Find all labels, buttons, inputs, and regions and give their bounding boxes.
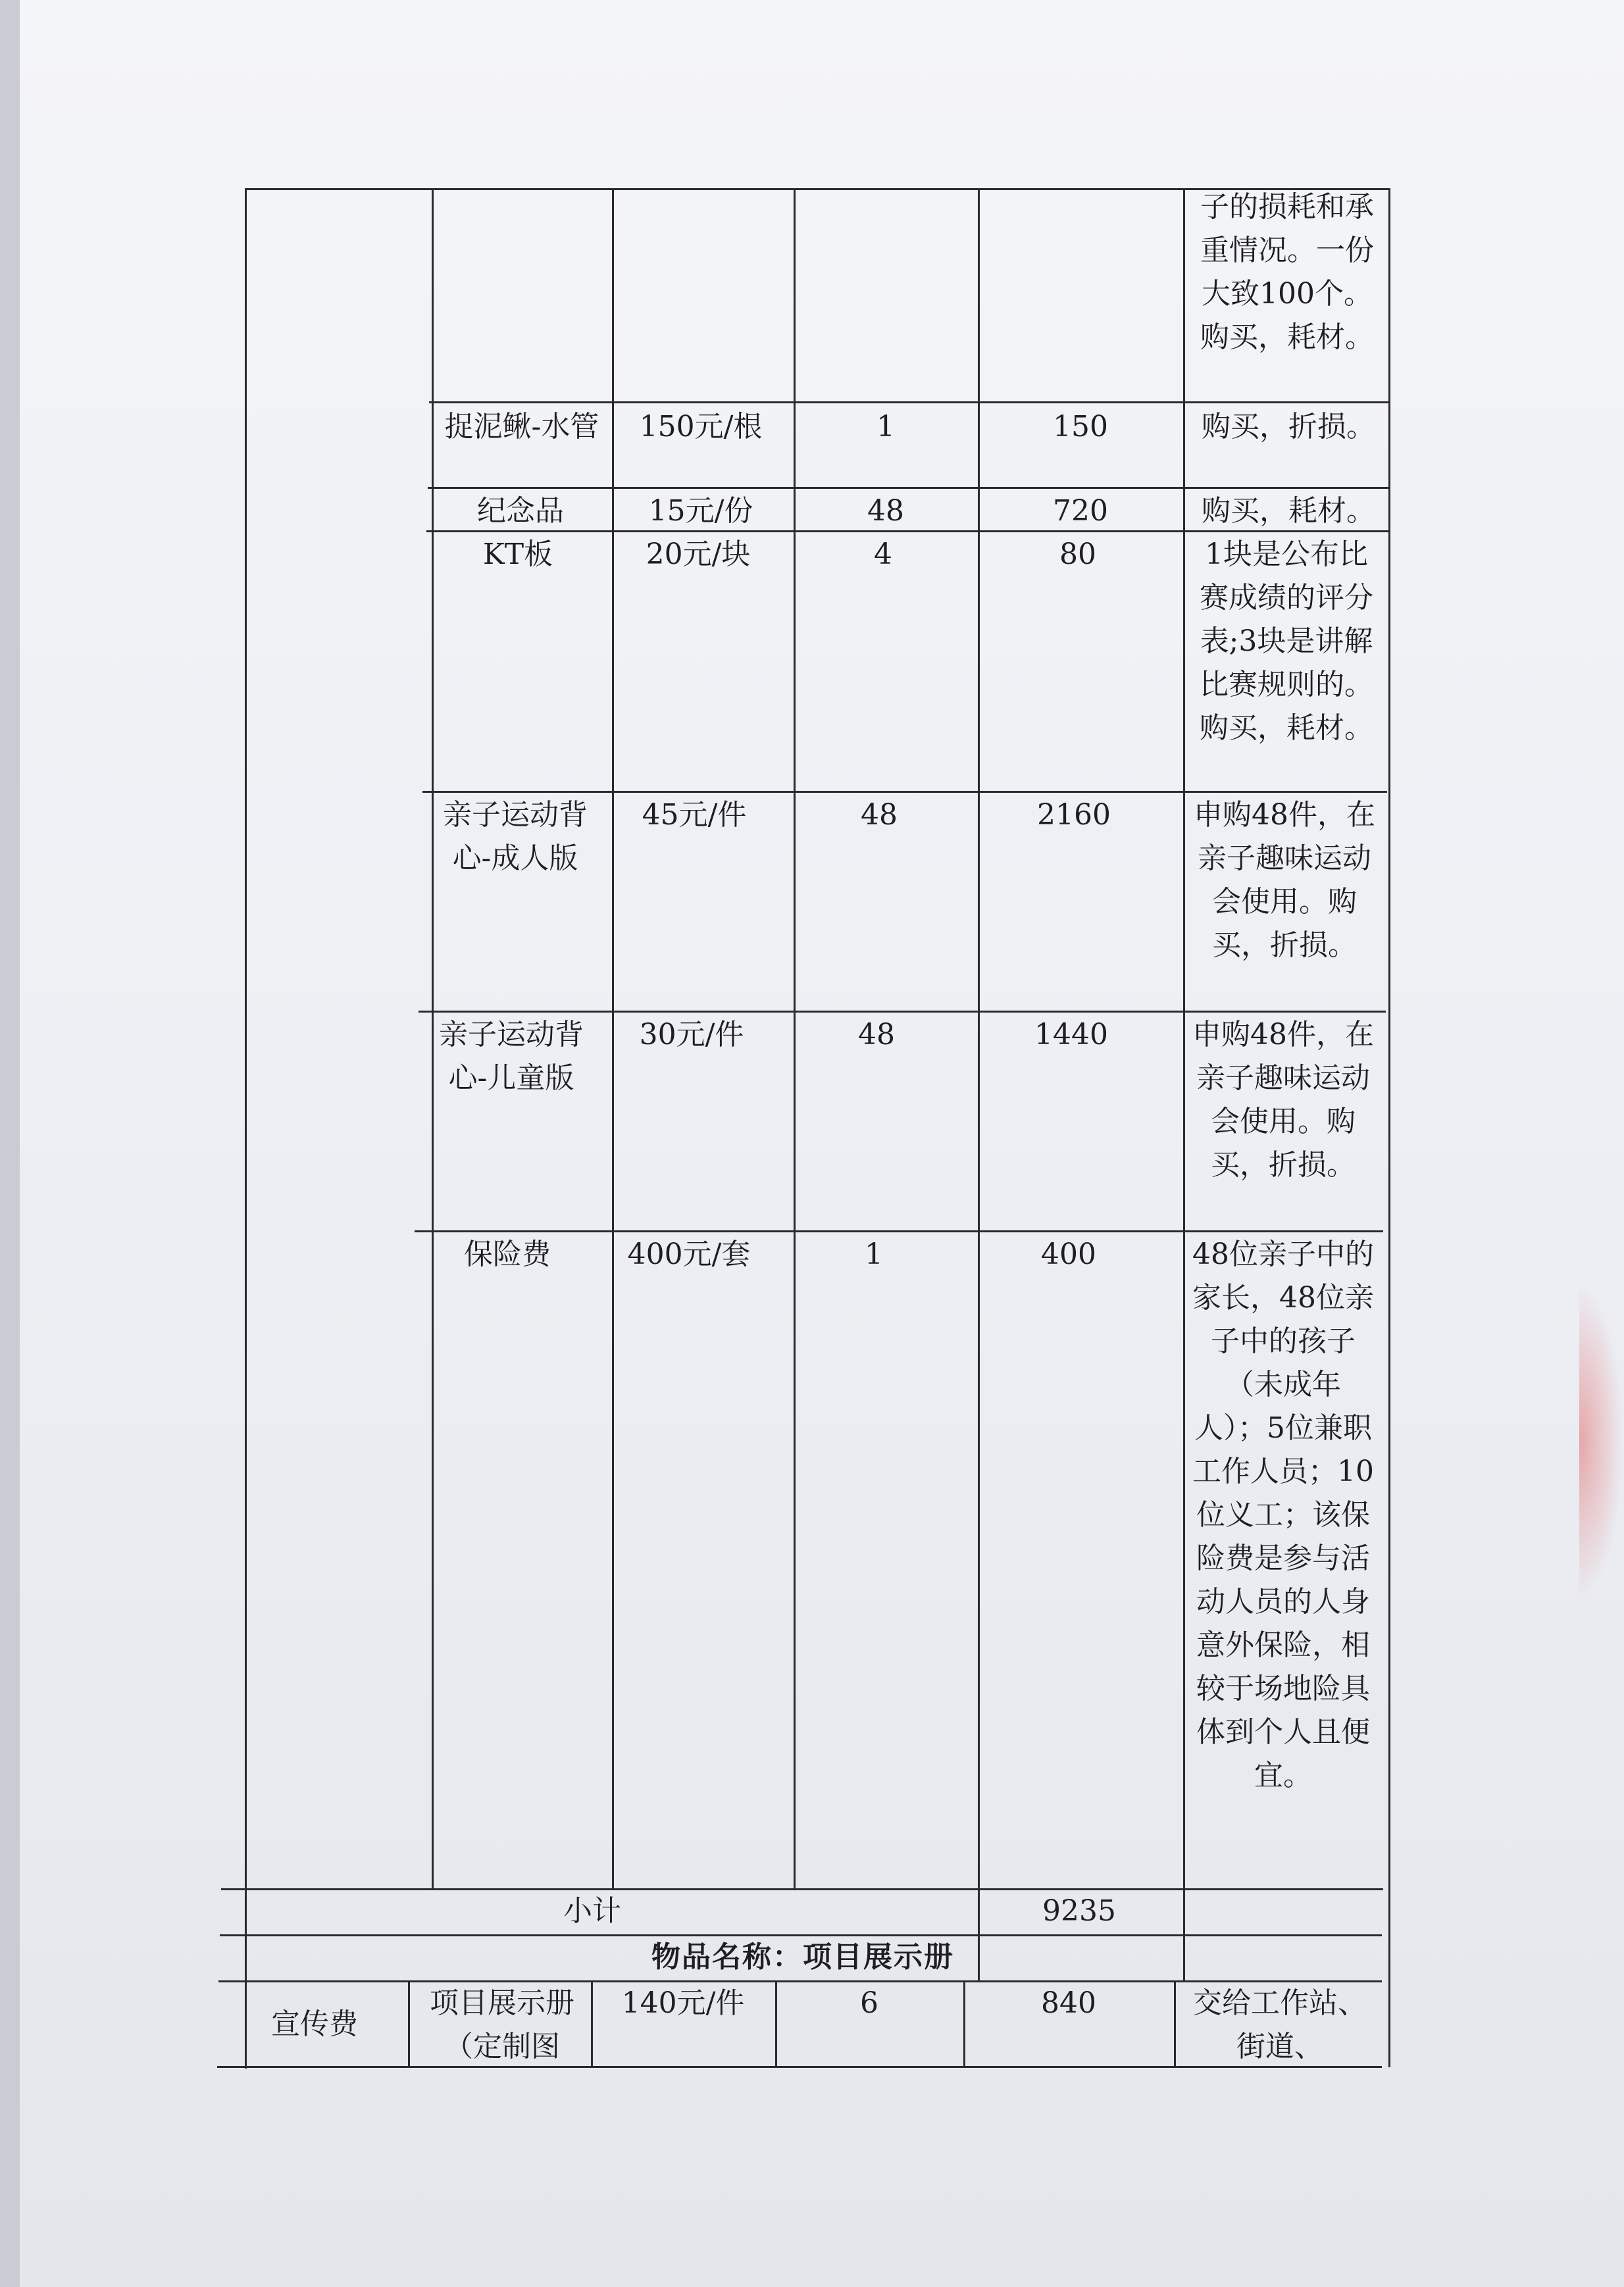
last-row-category: 宣传费 <box>271 2007 358 2041</box>
row5-note: 申购48件，在亲子趣味运动会使用。购买，折损。 <box>1192 1018 1374 1182</box>
row2-item: 纪念品 <box>477 494 564 528</box>
row1-note: 购买，折损。 <box>1202 410 1375 443</box>
row5-item: 亲子运动背心-儿童版 <box>439 1018 584 1095</box>
row2-amount: 720 <box>1053 494 1108 528</box>
row5-qty: 48 <box>858 1018 895 1051</box>
row4-item: 亲子运动背心-成人版 <box>443 798 588 875</box>
row3-price: 20元/块 <box>646 538 751 571</box>
last-row-item: 项目展示册（定制图 <box>430 1986 574 2063</box>
row6-qty: 1 <box>865 1238 883 1271</box>
row3-note: 1块是公布比赛成绩的评分表;3块是讲解比赛规则的。购买，耗材。 <box>1200 538 1373 745</box>
row1-amount: 150 <box>1053 410 1108 443</box>
last-row-amount: 840 <box>1041 1986 1096 2020</box>
row6-note: 48位亲子中的家长，48位亲子中的孩子（未成年人）；5位兼职工作人员；10位义工；该保险费是参与活动人员的人身意外保险，相较于场地险具体到个人且便宜。 <box>1192 1238 1374 1792</box>
row1-price: 150元/根 <box>639 410 763 443</box>
row4-price: 45元/件 <box>642 798 747 832</box>
row0-note: 子的损耗和承重情况。一份大致100个。购买，耗材。 <box>1200 190 1374 354</box>
row4-qty: 48 <box>861 798 898 832</box>
last-row-qty: 6 <box>860 1986 878 2020</box>
row2-note: 购买，耗材。 <box>1202 494 1375 528</box>
row6-price: 400元/套 <box>627 1238 751 1271</box>
row6-amount: 400 <box>1041 1238 1096 1271</box>
subtotal-amount: 9235 <box>1042 1894 1116 1928</box>
row1-item: 捉泥鳅-水管 <box>444 410 599 443</box>
row4-amount: 2160 <box>1037 798 1111 832</box>
row3-qty: 4 <box>874 538 892 571</box>
row5-amount: 1440 <box>1034 1018 1108 1051</box>
row2-qty: 48 <box>867 494 904 528</box>
row2-price: 15元/份 <box>648 494 753 528</box>
last-row-note: 交给工作站、街道、 <box>1193 1986 1367 2063</box>
subtotal-label: 小计 <box>563 1894 621 1928</box>
last-row-price: 140元/件 <box>621 1986 745 2020</box>
row3-amount: 80 <box>1059 538 1096 571</box>
row1-qty: 1 <box>876 410 895 443</box>
section-header: 物品名称：项目展示册 <box>651 1940 954 1974</box>
row6-item: 保险费 <box>464 1238 551 1271</box>
row4-note: 申购48件，在亲子趣味运动会使用。购买，折损。 <box>1194 798 1375 962</box>
row5-price: 30元/件 <box>639 1018 744 1051</box>
row3-item: KT板 <box>482 538 553 571</box>
